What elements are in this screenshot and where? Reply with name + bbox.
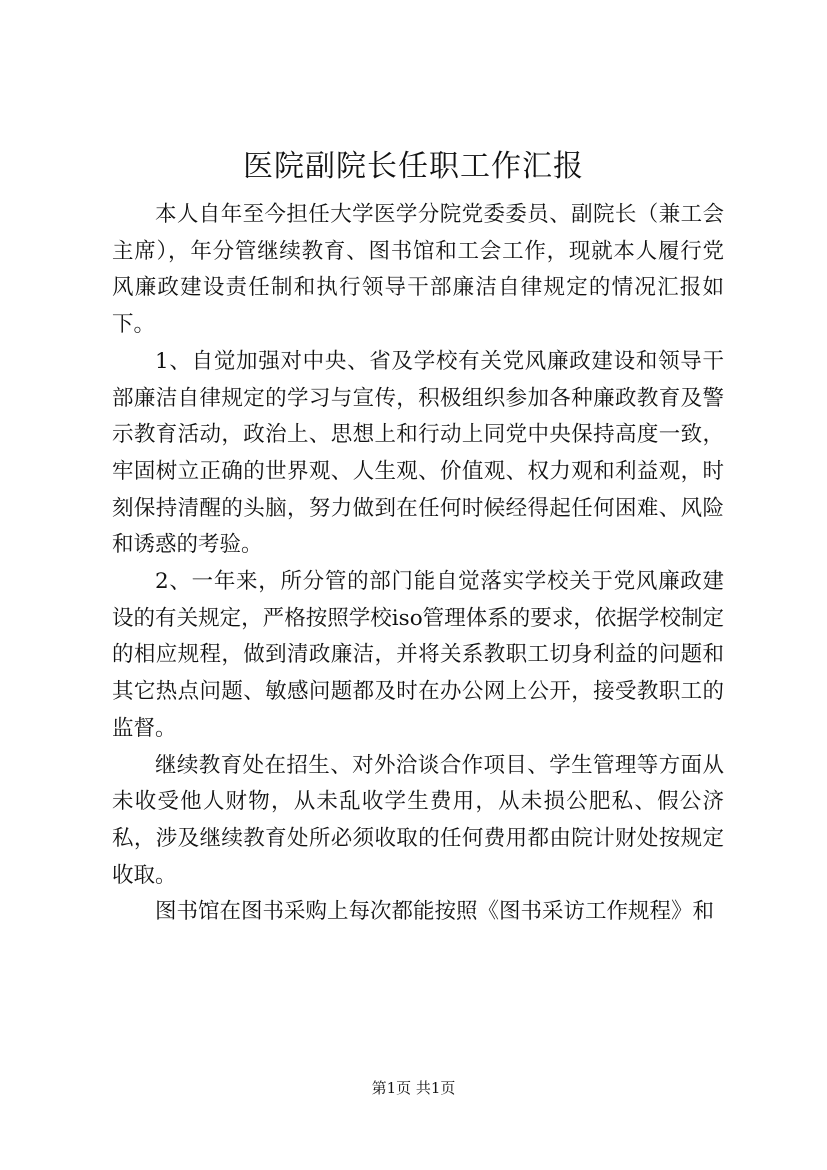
- paragraph-item-2: 2、一年来，所分管的部门能自觉落实学校关于党风廉政建设的有关规定，严格按照学校iso管理体系的要求，依据学校制定的相应规程，做到清政廉洁，并将关系教职工切身利益的问题和其它热点问题、敏感问题都及时在办公网上公开，接受教职工的监督。: [112, 569, 724, 741]
- page-footer: 第1页 共1页: [371, 1079, 456, 1097]
- document-body: [112, 197, 724, 931]
- paragraph-intro: 本人自年至今担任大学医学分院党委委员、副院长（兼工会主席），年分管继续教育、图书馆和工会工作，现就本人履行党风廉政建设责任制和执行领导干部廉洁自律规定的情况汇报如下。: [112, 202, 724, 338]
- paragraph-continuing-education: 继续教育处在招生、对外洽谈合作项目、学生管理等方面从未收受他人财物，从未乱收学生费用，从未损公肥私、假公济私，涉及继续教育处所必须收取的任何费用都由院计财处按规定收取。: [112, 752, 724, 888]
- paragraph-item-1: 1、自觉加强对中央、省及学校有关党风廉政建设和领导干部廉洁自律规定的学习与宣传，积极组织参加各种廉政教育及警示教育活动，政治上、思想上和行动上同党中央保持高度一致，牢固树立正确的世界观、人生观、价值观、权力观和利益观，时刻保持清醒的头脑，努力做到在任何时候经得起任何困难、风险和诱惑的考验。: [112, 348, 724, 558]
- document-title: 医院副院长任职工作汇报: [243, 149, 584, 184]
- paragraph-library: 图书馆在图书采购上每次都能按照《图书采访工作规程》和: [155, 899, 715, 925]
